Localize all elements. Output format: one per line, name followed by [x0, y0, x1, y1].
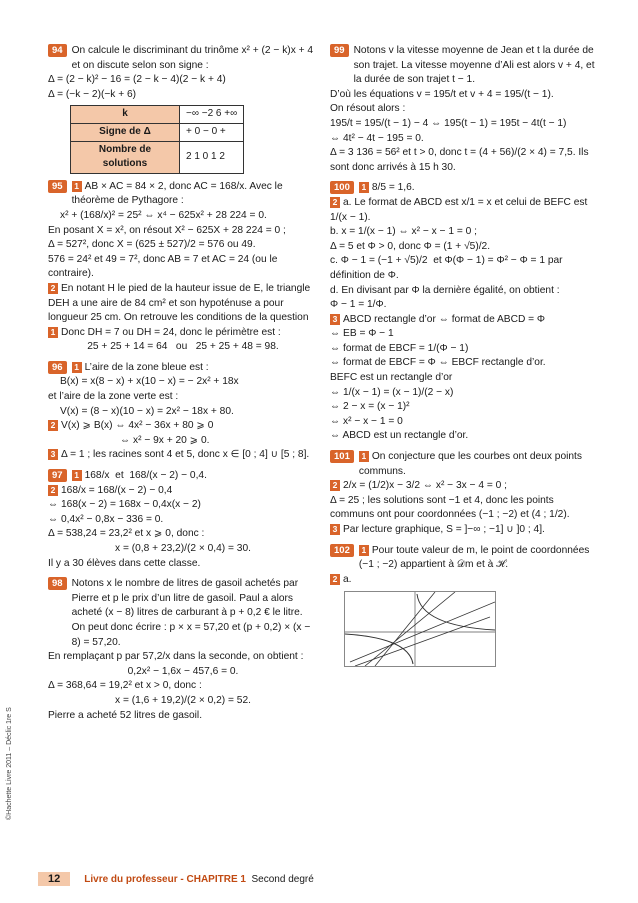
text-line: 2 168/x = 168/(x − 2) − 0,4	[48, 484, 318, 499]
table-header: Signe de Δ	[71, 123, 180, 141]
text-line: Δ = 25 ; les solutions sont −1 et 4, donc les points communs ont pour coordonnées (−1 ; −2) et (4 ; 1/2).	[330, 494, 570, 521]
question-marker: 1	[72, 362, 82, 373]
text-line: Pierre a acheté 52 litres de gasoil.	[48, 709, 203, 721]
text-line: ⇔ EB = Φ − 1	[330, 328, 394, 340]
question-marker: 1	[359, 545, 369, 556]
text-line: En posant X = x², on résout X² − 625X + 28 224 = 0 ;	[48, 224, 286, 236]
text-line: Notons v la vitesse moyenne de Jean et t la durée de son trajet. La vitesse moyenne d’Ali est alors v + 4, et la durée de son trajet t − 1.	[353, 45, 598, 86]
exercise-100	[330, 181, 600, 444]
exercise-number: 101	[330, 450, 354, 463]
exercise-94	[48, 44, 318, 174]
exercise-102	[330, 544, 600, 673]
text-line: Δ = 527², donc X = (625 ± 527)/2 = 576 ou 49.	[48, 239, 256, 251]
text-line: D’où les équations v = 195/t et v + 4 = 195/(t − 1).	[330, 88, 554, 100]
text-line: ⇔ 4t² − 4t − 195 = 0.	[330, 132, 424, 144]
sign-table	[70, 105, 244, 173]
exercise-99	[330, 44, 600, 175]
question-marker: 1	[359, 182, 369, 193]
text-line: ⇔ 168(x − 2) = 168x − 0,4x(x − 2)	[48, 499, 201, 511]
text-line: Δ = 538,24 = 23,2² et x ⩾ 0, donc :	[48, 528, 205, 540]
question-marker: 1	[72, 470, 82, 481]
text-line: V(x) = (8 − x)(10 − x) = 2x² − 18x + 80.	[60, 405, 234, 417]
chapter-title: Second degré	[251, 873, 314, 885]
text-line: En remplaçant p par 57,2/x dans la seconde, on obtient :	[48, 651, 304, 663]
text-line: Il y a 30 élèves dans cette classe.	[48, 557, 201, 569]
question-marker: 3	[330, 314, 340, 325]
exercise-number: 96	[48, 361, 67, 374]
text-line: Δ = 368,64 = 19,2² et x > 0, donc :	[48, 680, 202, 692]
text-line: On calcule le discriminant du trinôme x² + (2 − k)x + 4 et on discute selon son signe :	[71, 45, 316, 71]
text-line: ⇔ format de EBCF = 1/(Φ − 1)	[330, 342, 469, 354]
text-line: 3 Par lecture graphique, S = ]−∞ ; −1] ∪ ]0 ; 4].	[330, 523, 600, 538]
text-line: ⇔ x² − 9x + 20 ⩾ 0.	[120, 434, 210, 446]
text-line: 25 + 25 + 14 = 64 ou 25 + 25 + 48 = 98.	[87, 341, 279, 353]
exercise-96	[48, 361, 318, 463]
text-line: x = (0,8 + 23,2)/(2 × 0,4) = 30.	[115, 543, 251, 554]
text-line: 2 En notant H le pied de la hauteur issue de E, le triangle DEH a une aire de 84 cm² et son hypoténuse a pour longueur 25 cm. On retrouve les conditions de la question	[48, 282, 314, 324]
exercise-98	[48, 577, 318, 723]
text-line: x = (1,6 + 19,2)/(2 × 0,2) = 52.	[115, 694, 251, 706]
exercise-number: 100	[330, 181, 354, 194]
table-header: Nombre de solutions	[71, 141, 180, 173]
text-line: Δ = (−k − 2)(−k + 6)	[48, 88, 137, 100]
question-marker: 2	[48, 485, 58, 496]
text-line: 0,2x² − 1,6x − 457,6 = 0.	[127, 665, 239, 677]
text-line: d. En divisant par Φ la dernière égalité, on obtient :	[330, 284, 560, 296]
text-line: ⇔ ABCD est un rectangle d’or.	[330, 430, 469, 442]
question-marker: 2	[330, 574, 340, 585]
table-cell: + 0 − 0 +	[180, 123, 244, 141]
text-line: ⇔ x² − x − 1 = 0	[330, 415, 403, 427]
copyright-sidebar: ©Hachette Livre 2011 – Déclic 1re S	[6, 707, 13, 820]
text-line: 1 Pour toute valeur de m, le point de coordonnées (−1 ; −2) appartient à 𝒟m et à ℋ.	[358, 544, 593, 571]
exercise-95	[48, 180, 318, 355]
question-marker: 1	[72, 181, 82, 192]
book-title: Livre du professeur - CHAPITRE 1	[84, 873, 246, 885]
text-line: c. Φ − 1 = (−1 + √5)/2 et Φ(Φ − 1) = Φ² − Φ = 1 par définition de Φ.	[330, 255, 566, 281]
text-line: 3 Δ = 1 ; les racines sont 4 et 5, donc x ∈ [0 ; 4] ∪ [5 ; 8].	[48, 448, 318, 463]
page-number: 12	[38, 872, 70, 886]
page-footer	[38, 872, 314, 886]
text-line: Φ − 1 = 1/Φ.	[330, 299, 387, 311]
exercise-number: 98	[48, 577, 67, 590]
text-line: Notons x le nombre de litres de gasoil achetés par Pierre et p le prix d’un litre de gasoil. Paul a alors acheté (x − 8) litres de carburant à p + 0,2 € le litre. On peut donc écrire : p × x = 57,20 et (p + 0,2) × (x − 8) = 57,20.	[71, 578, 314, 648]
left-column	[48, 44, 318, 729]
question-marker: 1	[48, 327, 58, 338]
text-line: ⇔ 1/(x − 1) = (x − 1)/(2 − x)	[330, 386, 454, 398]
text-line: Δ = 5 et Φ > 0, donc Φ = (1 + √5)/2.	[330, 240, 491, 252]
text-line: 1 L’aire de la zone bleue est :	[72, 361, 209, 376]
text-line: 2 V(x) ⩾ B(x) ⇔ 4x² − 36x + 80 ⩾ 0	[48, 419, 318, 434]
question-marker: 2	[48, 420, 58, 431]
text-line: 2 a.	[330, 573, 600, 588]
question-marker: 1	[359, 451, 369, 462]
text-line: et l’aire de la zone verte est :	[48, 391, 179, 403]
text-line: ⇔ format de EBCF = Φ ⇔ EBCF rectangle d’or.	[330, 357, 546, 369]
text-line: 1 On conjecture que les courbes ont deux points communs.	[358, 451, 585, 477]
exercise-number: 95	[48, 180, 67, 193]
exercise-number: 102	[330, 544, 354, 557]
text-line: 1 8/5 = 1,6.	[359, 181, 415, 196]
question-marker: 2	[330, 197, 340, 208]
text-line: Δ = 3 136 = 56² et t > 0, donc t = (4 + 56)/(2 × 4) = 7,5. Ils sont donc arrivés à 15 h 30.	[330, 147, 592, 173]
text-line: ⇔ 0,4x² − 0,8x − 336 = 0.	[48, 513, 164, 525]
text-line: 576 = 24² et 49 = 7², donc AB = 7 et AC = 24 (ou le contraire).	[48, 253, 281, 280]
text-line: 2 2/x = (1/2)x − 3/2 ⇔ x² − 3x − 4 = 0 ;	[330, 479, 600, 494]
text-line: 1 Donc DH = 7 ou DH = 24, donc le périmètre est :	[48, 326, 318, 341]
right-column	[330, 44, 600, 679]
exercise-number: 99	[330, 44, 349, 57]
text-line: On résout alors :	[330, 103, 406, 115]
text-line: B(x) = x(8 − x) + x(10 − x) = − 2x² + 18x	[60, 376, 239, 388]
text-line: 1 AB × AC = 84 × 2, donc AC = 168/x. Avec le théorème de Pythagore :	[71, 180, 286, 207]
curves-graph-image	[344, 591, 496, 667]
table-cell: −∞ −2 6 +∞	[180, 106, 244, 124]
footer-text	[84, 874, 314, 885]
exercise-97	[48, 469, 318, 571]
text-line: x² + (168/x)² = 25² ⇔ x⁴ − 625x² + 28 224 = 0.	[60, 209, 267, 221]
question-marker: 3	[48, 449, 58, 460]
text-line: Δ = (2 − k)² − 16 = (2 − k − 4)(2 − k + 4)	[48, 74, 226, 86]
text-line: BEFC est un rectangle d’or	[330, 372, 453, 384]
text-line: 3 ABCD rectangle d’or ⇔ format de ABCD = Φ	[330, 313, 600, 328]
question-marker: 2	[330, 480, 340, 491]
question-marker: 2	[48, 283, 58, 294]
text-line: 2 a. Le format de ABCD est x/1 = x et celui de BEFC est 1/(x − 1).	[330, 196, 591, 223]
table-cell: 2 1 0 1 2	[180, 141, 244, 173]
text-line: b. x = 1/(x − 1) ⇔ x² − x − 1 = 0 ;	[330, 226, 477, 238]
text-line: ⇔ 2 − x = (x − 1)²	[330, 401, 410, 413]
text-line: 1 168/x et 168/(x − 2) − 0,4.	[72, 469, 207, 484]
exercise-number: 94	[48, 44, 67, 57]
table-header: k	[71, 106, 180, 124]
text-line: 195/t = 195/(t − 1) − 4 ⇔ 195(t − 1) = 195t − 4t(t − 1)	[330, 117, 567, 129]
exercise-101	[330, 450, 600, 538]
exercise-number: 97	[48, 469, 67, 482]
question-marker: 3	[330, 524, 340, 535]
